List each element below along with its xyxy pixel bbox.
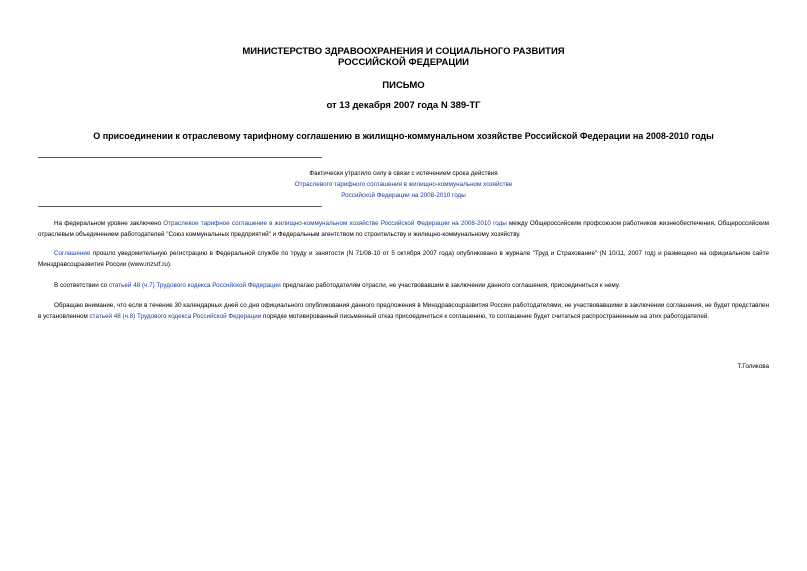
paragraph-1-text-end: между Общероссийским профсоюзом работников жизнеобеспечения, Общероссийским отраслевым объединением работодателей "Союз коммунальных предприятий" и Федеральным агентством по строительству и жилищно-коммунальному хозяйству. — [38, 220, 769, 238]
paragraph-1 — [38, 218, 769, 240]
ministry-line-2: РОССИЙСКОЙ ФЕДЕРАЦИИ — [337, 57, 469, 68]
agreement-short-link[interactable]: Соглашение — [54, 250, 91, 257]
paragraph-3 — [38, 280, 769, 291]
paragraph-4 — [38, 300, 769, 322]
ministry-heading — [0, 46, 807, 68]
status-note-link-2[interactable]: Российской Федерации на 2008-2010 годы — [341, 192, 466, 199]
labor-code-article-48-8-link[interactable]: статьей 48 (ч.8) Трудового кодекса Российской Федерации — [89, 313, 262, 320]
document-title: О присоединении к отраслевому тарифному соглашению в жилищно-коммунальном хозяйстве Российской Федерации на 2008-2010 годы — [93, 131, 714, 141]
divider-bottom — [38, 206, 322, 207]
paragraph-2-text: прошло уведомительную регистрацию в Федеральной службе по труду и занятости (N 71/08-10 от 5 октября 2007 года) опубликовано в журнале "Труд и Страхование" (N 10/11, 2007 год) и размещено на официальном сайте Минздравсоцразвития России (www.mzsrf.ru). — [38, 250, 769, 268]
paragraph-3-text: В соответствии со — [54, 282, 109, 289]
paragraph-4-text-end: порядке мотивированный письменный отказ присоединиться к соглашению, то соглашение будет считаться распространенным на этих работодателей. — [261, 313, 710, 320]
status-note-text: Фактически утратило силу в связи с истечением срока действия — [309, 170, 498, 177]
paragraph-3-text-end: предлагаю работодателям отрасли, не участвовавшим в заключении данного соглашения, присоединиться к нему. — [280, 282, 621, 289]
labor-code-article-48-7-link[interactable]: статьей 48 (ч.7) Трудового кодекса Российской Федерации — [108, 282, 281, 289]
paragraph-1-text: На федеральном уровне заключено — [54, 220, 164, 227]
document-type: ПИСЬМО — [382, 80, 425, 91]
status-note — [38, 168, 769, 201]
divider-top — [38, 157, 322, 158]
status-note-link-1[interactable]: Отраслевого тарифного соглашения в жилищно-коммунальном хозяйстве — [294, 181, 513, 188]
document-date: от 13 декабря 2007 года N 389-ТГ — [326, 100, 481, 111]
paragraph-2 — [38, 248, 769, 270]
ministry-line-1: МИНИСТЕРСТВО ЗДРАВООХРАНЕНИЯ И СОЦИАЛЬНОГО РАЗВИТИЯ — [242, 46, 565, 57]
agreement-link[interactable]: Отраслевое тарифное соглашение в жилищно-коммунальном хозяйстве Российской Федерации на 2008-2010 годы — [163, 220, 507, 227]
signature: Т.Голикова — [737, 363, 769, 370]
paragraph-4-text: Обращаю внимание, что если в течение 30 календарных дней со дня официального опубликования данного предложения в Минздравсоцразвития России работодателями, не участвовавшими в заключении соглашения, не будет представлен в установленном — [38, 302, 769, 320]
